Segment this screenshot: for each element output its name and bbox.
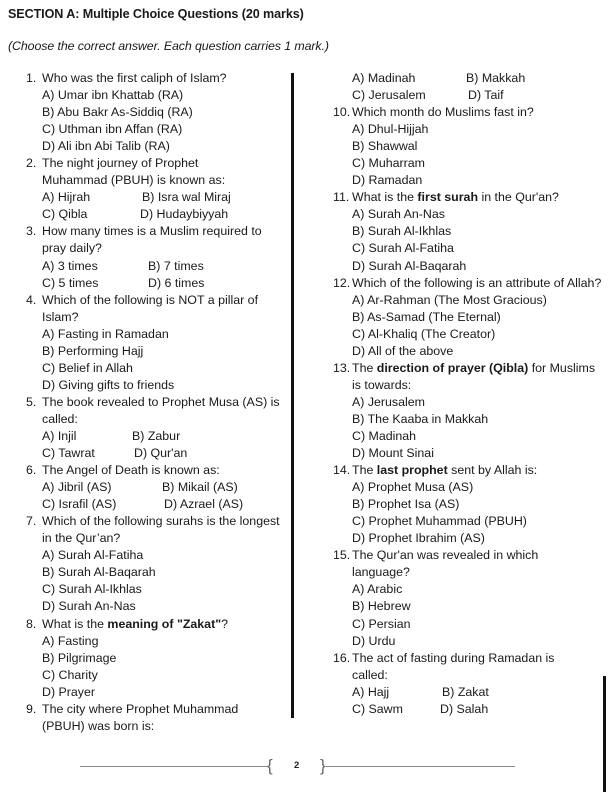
option-b[interactable]: B) Surah Al-Baqarah (42, 565, 156, 580)
option-row (42, 189, 288, 206)
option-b[interactable]: B) The Kaaba in Makkah (352, 411, 489, 426)
option-d[interactable]: D) Giving gifts to friends (42, 377, 175, 392)
option-a[interactable]: A) Surah Al-Fatiha (42, 548, 144, 563)
option-c[interactable]: C) Jerusalem (352, 88, 426, 103)
question-text (42, 292, 288, 326)
question-number: 15. (333, 548, 351, 563)
option-c[interactable]: C) Madinah (352, 428, 417, 443)
question-text (42, 70, 288, 87)
question-8 (26, 616, 288, 701)
option-row (42, 428, 288, 445)
question-text (352, 360, 602, 394)
question-text-emphasis: first surah (417, 190, 479, 205)
option-d[interactable]: D) Mount Sinai (352, 446, 434, 461)
question-text (42, 513, 288, 547)
question-12 (333, 275, 603, 360)
option-a[interactable]: A) Arabic (352, 582, 403, 597)
question-column-right (333, 70, 603, 718)
option-b[interactable]: B) Mikail (AS) (162, 480, 238, 495)
option-row (42, 275, 288, 292)
option-a[interactable]: A) Dhul-Hijjah (352, 122, 429, 137)
option-d[interactable]: D) Surah Al-Baqarah (352, 258, 467, 273)
footer-right-bracket: } (320, 756, 326, 775)
option-a[interactable]: A) Hijrah (42, 190, 91, 205)
question-number: 10. (333, 105, 351, 120)
question-3 (26, 223, 288, 291)
option-a[interactable]: A) Jibril (AS) (42, 480, 112, 495)
question-number: 4. (26, 292, 37, 307)
option-row (352, 684, 603, 701)
option-d[interactable]: D) All of the above (352, 343, 454, 358)
option-row (352, 87, 603, 104)
footer-line-left (80, 766, 269, 767)
option-b[interactable]: B) Abu Bakr As-Siddiq (RA) (42, 105, 193, 120)
question-5 (26, 394, 288, 462)
question-13 (333, 360, 603, 462)
question-6 (26, 462, 288, 513)
question-text (352, 650, 587, 684)
question-text-part: What is the (42, 616, 108, 631)
option-c[interactable]: C) Prophet Muhammad (PBUH) (352, 514, 527, 529)
question-number: 12. (333, 275, 351, 290)
option-a[interactable]: A) Prophet Musa (AS) (352, 480, 474, 495)
question-text-part: The act of fasting during Ramadan is called: (352, 650, 555, 682)
option-d[interactable]: D) Hudaybiyyah (140, 207, 229, 222)
option-a[interactable]: A) Fasting in Ramadan (42, 326, 169, 341)
question-text-part: The (352, 360, 377, 375)
right-edge-bar (603, 676, 606, 792)
option-row (42, 496, 288, 513)
option-row (42, 479, 288, 496)
question-text-part: The Angel of Death is known as: (42, 463, 220, 478)
question-number: 7. (26, 514, 37, 529)
section-title: SECTION A: Multiple Choice Questions (20 marks) (8, 7, 304, 21)
question-text-emphasis: meaning of "Zakat" (107, 616, 222, 631)
question-text (352, 275, 603, 292)
option-b[interactable]: B) Zabur (132, 428, 181, 443)
question-number: 8. (26, 616, 37, 631)
question-number: 14. (333, 463, 351, 478)
question-column-left (26, 70, 288, 735)
footer-line-right (326, 766, 515, 767)
question-text (42, 394, 282, 428)
option-c[interactable]: C) Belief in Allah (42, 360, 133, 375)
question-text-part: The night journey of Prophet Muhammad (PBUH) is known as: (42, 156, 226, 188)
option-d[interactable]: D) Surah An-Nas (42, 599, 136, 614)
question-text (42, 616, 288, 633)
option-b[interactable]: B) Pilgrimage (42, 650, 117, 665)
option-b[interactable]: B) As-Samad (The Eternal) (352, 309, 501, 324)
option-d[interactable]: D) Prophet Ibrahim (AS) (352, 531, 485, 546)
option-b[interactable]: B) Surah Al-Ikhlas (352, 224, 452, 239)
question-9-continued (333, 70, 603, 104)
option-b[interactable]: B) 7 times (148, 258, 204, 273)
option-a[interactable]: A) 3 times (42, 258, 98, 273)
option-d[interactable]: D) Urdu (352, 633, 396, 648)
option-c[interactable]: C) 5 times (42, 275, 99, 290)
question-text-part: The (352, 463, 377, 478)
footer-left-bracket: { (267, 756, 273, 775)
option-a[interactable]: A) Ar-Rahman (The Most Gracious) (352, 292, 547, 307)
question-number: 3. (26, 224, 37, 239)
question-text (42, 223, 288, 257)
question-number: 13. (333, 360, 351, 375)
option-c[interactable]: C) Muharram (352, 156, 425, 171)
question-number: 6. (26, 463, 37, 478)
option-a[interactable]: A) Fasting (42, 633, 99, 648)
option-d[interactable]: D) Ramadan (352, 173, 423, 188)
option-b[interactable]: B) Performing Hajj (42, 343, 144, 358)
page-number: 2 (294, 760, 300, 771)
question-1 (26, 70, 288, 155)
question-text-emphasis: last prophet (376, 463, 448, 478)
option-d[interactable]: D) Prayer (42, 684, 96, 699)
option-a[interactable]: A) Umar ibn Khattab (RA) (42, 88, 184, 103)
question-text-emphasis: direction of prayer (Qibla) (376, 360, 529, 375)
question-text (352, 189, 602, 206)
question-4 (26, 292, 288, 394)
question-text (42, 155, 227, 189)
option-b[interactable]: B) Hebrew (352, 599, 411, 614)
question-text-part: ? (221, 616, 228, 631)
option-b[interactable]: B) Prophet Isa (AS) (352, 497, 460, 512)
question-text-part: What is the (352, 190, 418, 205)
option-row (42, 258, 288, 275)
question-11 (333, 189, 603, 274)
option-a[interactable]: A) Madinah (352, 71, 416, 85)
question-number: 2. (26, 156, 37, 171)
option-a[interactable]: A) Jerusalem (352, 394, 425, 409)
option-a[interactable]: A) Surah An-Nas (352, 207, 445, 222)
question-text-part: Which of the following is an attribute of Allah? (352, 275, 602, 290)
option-d[interactable]: D) Salah (440, 701, 489, 716)
option-c[interactable]: C) Uthman ibn Affan (RA) (42, 122, 183, 137)
question-text (42, 701, 282, 735)
option-d[interactable]: D) Ali ibn Abi Talib (RA) (42, 139, 170, 154)
question-number: 16. (333, 650, 351, 665)
question-number: 9. (26, 701, 37, 716)
question-text-part: for Muslims is towards: (352, 360, 596, 392)
option-a[interactable]: A) Hajj (352, 684, 390, 699)
question-text (42, 462, 288, 479)
question-number: 1. (26, 71, 37, 85)
question-16 (333, 650, 603, 718)
option-c[interactable]: C) Surah Al-Ikhlas (42, 582, 142, 597)
option-c[interactable]: C) Surah Al-Fatiha (352, 241, 454, 256)
option-b[interactable]: B) Zakat (442, 684, 489, 699)
option-b[interactable]: B) Isra wal Miraj (142, 190, 231, 205)
question-15 (333, 547, 603, 649)
question-text-part: How many times is a Muslim required to pray daily? (42, 224, 262, 256)
option-c[interactable]: C) Qibla (42, 207, 88, 222)
option-c[interactable]: C) Al-Khaliq (The Creator) (352, 326, 496, 341)
question-text-part: The Qur'an was revealed in which language? (352, 548, 539, 580)
option-d[interactable]: D) Taif (468, 88, 504, 103)
option-c[interactable]: C) Sawm (352, 701, 403, 716)
option-d[interactable]: D) 6 times (148, 275, 205, 290)
question-text (352, 104, 602, 121)
question-text-part: Which month do Muslims fast in? (352, 105, 534, 120)
option-c[interactable]: C) Persian (352, 616, 411, 631)
question-text-part: Which of the following surahs is the longest in the Qur’an? (42, 514, 280, 546)
option-a[interactable]: A) Injil (42, 428, 77, 443)
question-text-part: The book revealed to Prophet Musa (AS) is called: (42, 394, 280, 426)
question-number: 11. (333, 190, 350, 205)
option-d[interactable]: D) Azrael (AS) (164, 497, 244, 512)
question-7 (26, 513, 288, 615)
option-b[interactable]: B) Shawwal (352, 139, 418, 154)
question-2 (26, 155, 288, 223)
question-text-part: sent by Allah is: (447, 463, 538, 478)
question-text-part: Which of the following is NOT a pillar of Islam? (42, 292, 259, 324)
option-row (352, 701, 603, 718)
question-text-part: Who was the first caliph of Islam? (42, 71, 227, 85)
question-10 (333, 104, 603, 189)
option-row (42, 445, 288, 462)
option-c[interactable]: C) Charity (42, 667, 98, 682)
question-text-part: The city where Prophet Muhammad (PBUH) was born is: (42, 701, 239, 733)
option-d[interactable]: D) Qur'an (134, 446, 188, 461)
question-text (352, 462, 602, 479)
question-text-part: in the Qur'an? (478, 190, 559, 205)
option-row (352, 70, 603, 87)
question-9 (26, 701, 288, 735)
question-number: 5. (26, 394, 37, 409)
instructions: (Choose the correct answer. Each question carries 1 mark.) (8, 39, 329, 53)
option-c[interactable]: C) Tawrat (42, 446, 95, 461)
option-c[interactable]: C) Israfil (AS) (42, 497, 117, 512)
option-row (42, 206, 288, 223)
question-text (352, 547, 597, 581)
option-b[interactable]: B) Makkah (466, 71, 526, 85)
column-divider (291, 73, 294, 718)
question-14 (333, 462, 603, 547)
